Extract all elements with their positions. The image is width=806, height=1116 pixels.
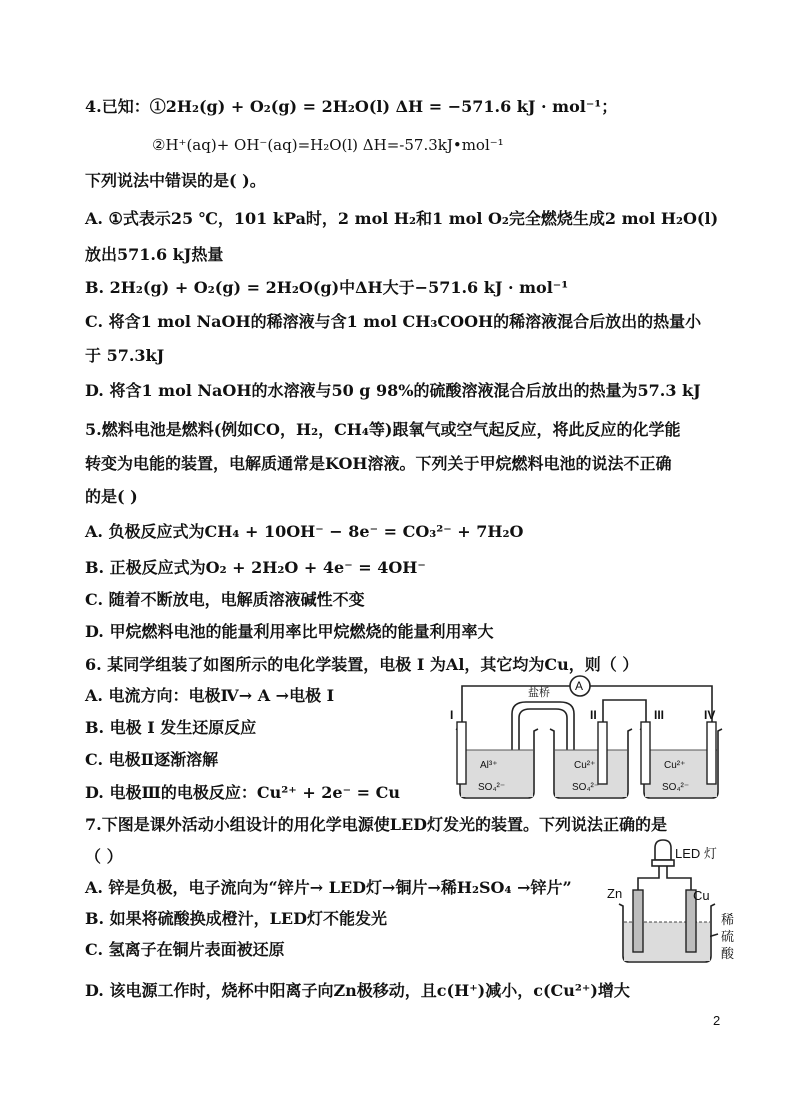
led-label: LED 灯 <box>675 846 717 861</box>
beaker-1-ion-b: SO₄²⁻ <box>478 782 506 793</box>
q5-option-d: D. 甲烷燃料电池的能量利用率比甲烷燃烧的能量利用率大 <box>85 622 494 641</box>
salt-bridge-label: 盐桥 <box>528 687 550 699</box>
q5-line3: 的是( ) <box>85 487 138 506</box>
q6-option-a: A. 电流方向：电极Ⅳ→ A →电极 Ⅰ <box>85 686 335 705</box>
q4-line1: 4.已知：①2H₂(g) + O₂(g) = 2H₂O(l) ΔH = −571.6 kJ · mol⁻¹； <box>85 97 618 116</box>
electrode-2-label: II <box>590 708 597 722</box>
q6-option-b: B. 电极 Ⅰ 发生还原反应 <box>85 718 257 737</box>
beaker-3-ion-b: SO₄²⁻ <box>662 782 690 793</box>
q5-option-c: C. 随着不断放电，电解质溶液碱性不变 <box>85 590 365 609</box>
beaker-1-ion-a: Al³⁺ <box>480 760 498 771</box>
q6-option-d: D. 电极Ⅲ的电极反应：Cu²⁺ + 2e⁻ = Cu <box>85 783 400 802</box>
beaker-3-ion-a: Cu²⁺ <box>664 760 686 771</box>
q6-option-c: C. 电极Ⅱ逐渐溶解 <box>85 750 219 769</box>
q5-option-b: B. 正极反应式为O₂ + 2H₂O + 4e⁻ = 4OH⁻ <box>85 558 426 577</box>
q4-option-a-line2: 放出571.6 kJ热量 <box>85 245 224 264</box>
q7-option-a: A. 锌是负极，电子流向为“锌片→ LED灯→铜片→稀H₂SO₄ →锌片” <box>85 878 572 897</box>
acid-label-3: 酸 <box>721 946 735 961</box>
acid-label-1: 稀 <box>721 912 735 927</box>
page-number: 2 <box>713 1013 721 1028</box>
q4-stem: 下列说法中错误的是( )。 <box>85 171 266 190</box>
q7-line1: 7.下图是课外活动小组设计的用化学电源使LED灯发光的装置。下列说法正确的是 <box>85 815 668 834</box>
q7-option-b: B. 如果将硫酸换成橙汁，LED灯不能发光 <box>85 909 387 928</box>
q4-option-c-line1: C. 将含1 mol NaOH的稀溶液与含1 mol CH₃COOH的稀溶液混合后放出的热量小 <box>85 312 702 331</box>
acid-label-2: 硫 <box>721 929 735 944</box>
led-cell-figure <box>605 838 765 968</box>
copper-label: Cu <box>693 888 710 903</box>
ammeter-label: A <box>575 679 584 693</box>
q5-line2: 转变为电能的装置，电解质通常是KOH溶液。下列关于甲烷燃料电池的说法不正确 <box>85 454 672 473</box>
electrode-4-label: IV <box>704 708 716 722</box>
q7-option-c: C. 氢离子在铜片表面被还原 <box>85 940 285 959</box>
q4-line2: ②H⁺(aq)+ OH⁻(aq)=H₂O(l) ΔH=-57.3kJ•mol⁻¹ <box>152 136 504 154</box>
zinc-label: Zn <box>607 886 623 901</box>
q6-stem: 6. 某同学组装了如图所示的电化学装置，电极 Ⅰ 为Al，其它均为Cu，则（ ） <box>85 655 639 674</box>
beaker-2-ion-b: SO₄²⁻ <box>572 782 600 793</box>
electrochemical-apparatus-figure <box>440 672 740 807</box>
beaker-2-ion-a: Cu²⁺ <box>574 760 596 771</box>
q7-option-d: D. 该电源工作时，烧杯中阳离子向Zn极移动，且c(H⁺)减小，c(Cu²⁺)增大 <box>85 981 630 1000</box>
electrode-3-label: III <box>654 708 665 722</box>
q5-option-a: A. 负极反应式为CH₄ + 10OH⁻ − 8e⁻ = CO₃²⁻ + 7H₂O <box>85 522 524 541</box>
q7-line2: （ ） <box>85 847 123 866</box>
electrode-1-label: I <box>450 708 454 722</box>
q4-option-c-line2: 于 57.3kJ <box>85 346 165 365</box>
q4-option-a-line1: A. ①式表示25 ℃，101 kPa时，2 mol H₂和1 mol O₂完全燃烧生成2 mol H₂O(l) <box>85 209 719 228</box>
q5-line1: 5.燃料电池是燃料(例如CO，H₂，CH₄等)跟氧气或空气起反应，将此反应的化学能 <box>85 420 681 439</box>
q4-option-b: B. 2H₂(g) + O₂(g) = 2H₂O(g)中ΔH大于−571.6 kJ · mol⁻¹ <box>85 278 569 297</box>
q4-option-d: D. 将含1 mol NaOH的水溶液与50 g 98%的硫酸溶液混合后放出的热量为57.3 kJ <box>85 381 701 400</box>
